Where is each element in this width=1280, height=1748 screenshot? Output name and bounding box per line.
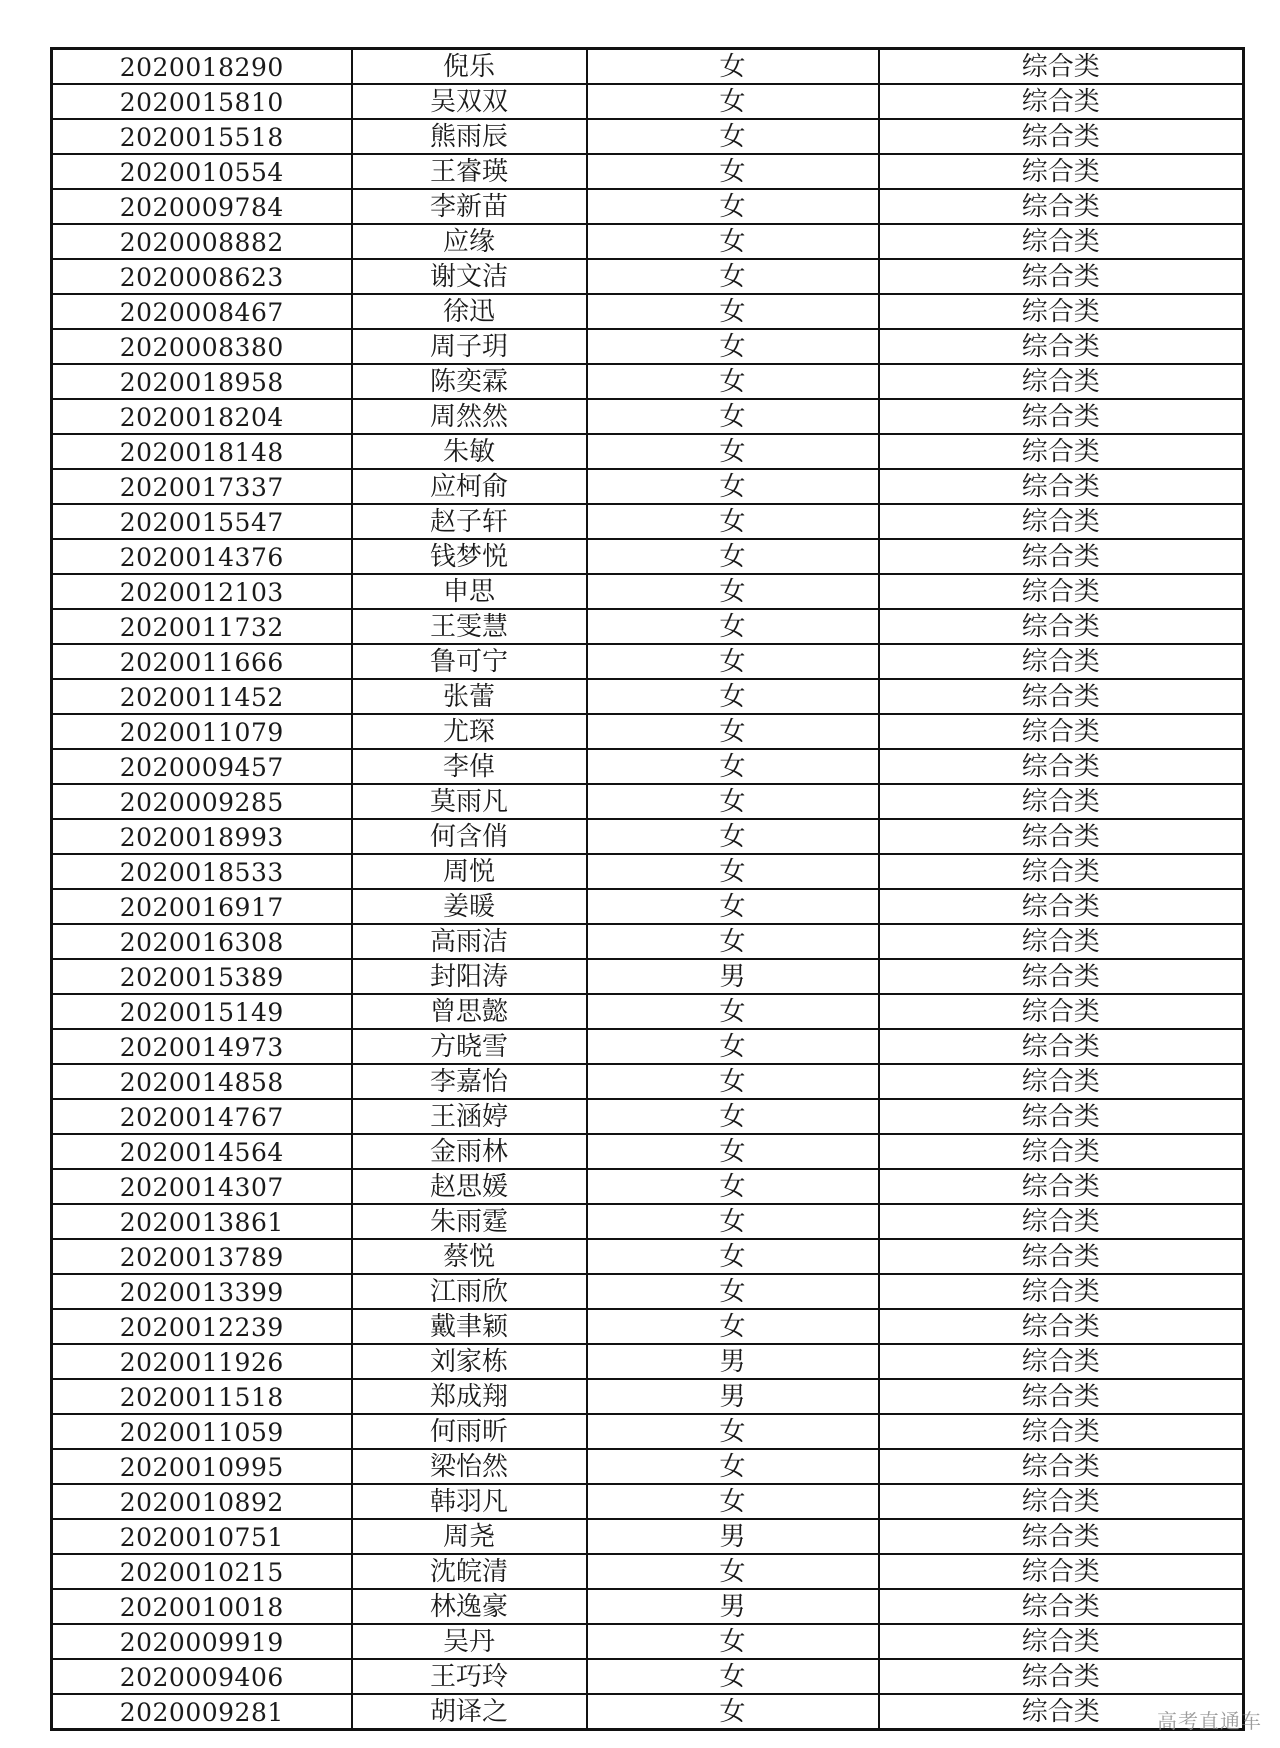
student-id-cell: 2020011518 (52, 1379, 352, 1414)
student-id-cell: 2020008467 (52, 294, 352, 329)
category-cell: 综合类 (879, 1659, 1244, 1694)
gender-cell: 女 (587, 259, 879, 294)
gender-cell: 女 (587, 1239, 879, 1274)
student-name-cell: 戴聿颖 (352, 1309, 587, 1344)
category-cell: 综合类 (879, 1554, 1244, 1589)
table-row (52, 1029, 1244, 1064)
student-name-cell: 王睿瑛 (352, 154, 587, 189)
category-cell: 综合类 (879, 539, 1244, 574)
student-id-cell: 2020014376 (52, 539, 352, 574)
student-name-cell: 金雨林 (352, 1134, 587, 1169)
table-row (52, 679, 1244, 714)
student-id-cell: 2020014767 (52, 1099, 352, 1134)
gender-cell: 女 (587, 854, 879, 889)
roster-table-body (52, 49, 1244, 1730)
student-id-cell: 2020015149 (52, 994, 352, 1029)
gender-cell: 女 (587, 1449, 879, 1484)
gender-cell: 女 (587, 84, 879, 119)
gender-cell: 女 (587, 364, 879, 399)
student-id-cell: 2020015518 (52, 119, 352, 154)
student-name-cell: 何雨昕 (352, 1414, 587, 1449)
gender-cell: 女 (587, 119, 879, 154)
student-id-cell: 2020009281 (52, 1694, 352, 1730)
student-name-cell: 李嘉怡 (352, 1064, 587, 1099)
category-cell: 综合类 (879, 679, 1244, 714)
student-id-cell: 2020011452 (52, 679, 352, 714)
table-row (52, 1519, 1244, 1554)
student-name-cell: 吴双双 (352, 84, 587, 119)
table-row (52, 1309, 1244, 1344)
table-row (52, 1589, 1244, 1624)
gender-cell: 女 (587, 889, 879, 924)
category-cell: 综合类 (879, 399, 1244, 434)
gender-cell: 女 (587, 679, 879, 714)
student-id-cell: 2020018204 (52, 399, 352, 434)
student-id-cell: 2020009457 (52, 749, 352, 784)
category-cell: 综合类 (879, 434, 1244, 469)
student-name-cell: 李倬 (352, 749, 587, 784)
table-row (52, 224, 1244, 259)
category-cell: 综合类 (879, 1064, 1244, 1099)
student-name-cell: 赵思媛 (352, 1169, 587, 1204)
table-row (52, 1274, 1244, 1309)
student-name-cell: 江雨欣 (352, 1274, 587, 1309)
student-name-cell: 郑成翔 (352, 1379, 587, 1414)
student-id-cell: 2020011059 (52, 1414, 352, 1449)
table-row (52, 119, 1244, 154)
student-name-cell: 林逸豪 (352, 1589, 587, 1624)
student-name-cell: 莫雨凡 (352, 784, 587, 819)
table-row (52, 329, 1244, 364)
gender-cell: 女 (587, 469, 879, 504)
category-cell: 综合类 (879, 1379, 1244, 1414)
table-row (52, 574, 1244, 609)
category-cell: 综合类 (879, 1029, 1244, 1064)
student-id-cell: 2020010892 (52, 1484, 352, 1519)
student-id-cell: 2020013789 (52, 1239, 352, 1274)
category-cell: 综合类 (879, 574, 1244, 609)
category-cell: 综合类 (879, 189, 1244, 224)
category-cell: 综合类 (879, 504, 1244, 539)
category-cell: 综合类 (879, 154, 1244, 189)
gender-cell: 女 (587, 994, 879, 1029)
gender-cell: 女 (587, 1134, 879, 1169)
category-cell: 综合类 (879, 84, 1244, 119)
table-row (52, 1344, 1244, 1379)
table-row (52, 1659, 1244, 1694)
gender-cell: 女 (587, 1624, 879, 1659)
table-row (52, 889, 1244, 924)
category-cell: 综合类 (879, 1204, 1244, 1239)
student-id-cell: 2020017337 (52, 469, 352, 504)
student-name-cell: 胡译之 (352, 1694, 587, 1730)
student-name-cell: 韩羽凡 (352, 1484, 587, 1519)
student-name-cell: 赵子轩 (352, 504, 587, 539)
gender-cell: 女 (587, 749, 879, 784)
student-name-cell: 姜暖 (352, 889, 587, 924)
student-name-cell: 张蕾 (352, 679, 587, 714)
gender-cell: 女 (587, 609, 879, 644)
category-cell: 综合类 (879, 1274, 1244, 1309)
gender-cell: 女 (587, 329, 879, 364)
gender-cell: 女 (587, 294, 879, 329)
category-cell: 综合类 (879, 714, 1244, 749)
table-row (52, 1379, 1244, 1414)
student-id-cell: 2020015389 (52, 959, 352, 994)
student-name-cell: 吴丹 (352, 1624, 587, 1659)
student-id-cell: 2020015810 (52, 84, 352, 119)
gender-cell: 女 (587, 1484, 879, 1519)
gender-cell: 女 (587, 1064, 879, 1099)
student-id-cell: 2020018533 (52, 854, 352, 889)
table-row (52, 959, 1244, 994)
student-id-cell: 2020009784 (52, 189, 352, 224)
student-id-cell: 2020011666 (52, 644, 352, 679)
gender-cell: 女 (587, 1099, 879, 1134)
student-id-cell: 2020012103 (52, 574, 352, 609)
table-row (52, 434, 1244, 469)
category-cell: 综合类 (879, 329, 1244, 364)
table-row (52, 994, 1244, 1029)
category-cell: 综合类 (879, 609, 1244, 644)
category-cell: 综合类 (879, 364, 1244, 399)
table-row (52, 1204, 1244, 1239)
gender-cell: 女 (587, 714, 879, 749)
category-cell: 综合类 (879, 854, 1244, 889)
table-row (52, 84, 1244, 119)
category-cell: 综合类 (879, 1624, 1244, 1659)
table-row (52, 1694, 1244, 1730)
table-row (52, 1414, 1244, 1449)
table-row (52, 609, 1244, 644)
gender-cell: 女 (587, 189, 879, 224)
gender-cell: 男 (587, 1589, 879, 1624)
category-cell: 综合类 (879, 1134, 1244, 1169)
table-row (52, 1554, 1244, 1589)
student-name-cell: 李新苗 (352, 189, 587, 224)
gender-cell: 女 (587, 574, 879, 609)
student-name-cell: 熊雨辰 (352, 119, 587, 154)
category-cell: 综合类 (879, 49, 1244, 85)
student-name-cell: 谢文洁 (352, 259, 587, 294)
student-id-cell: 2020010751 (52, 1519, 352, 1554)
student-id-cell: 2020016308 (52, 924, 352, 959)
gender-cell: 女 (587, 1414, 879, 1449)
student-id-cell: 2020014564 (52, 1134, 352, 1169)
table-row (52, 189, 1244, 224)
student-name-cell: 钱梦悦 (352, 539, 587, 574)
student-name-cell: 刘家栋 (352, 1344, 587, 1379)
table-row (52, 1624, 1244, 1659)
student-name-cell: 方晓雪 (352, 1029, 587, 1064)
student-id-cell: 2020013861 (52, 1204, 352, 1239)
gender-cell: 男 (587, 1519, 879, 1554)
student-id-cell: 2020011732 (52, 609, 352, 644)
student-name-cell: 应缘 (352, 224, 587, 259)
student-name-cell: 王雯慧 (352, 609, 587, 644)
table-row (52, 399, 1244, 434)
student-name-cell: 应柯俞 (352, 469, 587, 504)
gender-cell: 女 (587, 1169, 879, 1204)
student-name-cell: 曾思懿 (352, 994, 587, 1029)
table-row (52, 1099, 1244, 1134)
student-name-cell: 王巧玲 (352, 1659, 587, 1694)
category-cell: 综合类 (879, 1694, 1244, 1730)
table-row (52, 539, 1244, 574)
table-row (52, 364, 1244, 399)
gender-cell: 女 (587, 644, 879, 679)
student-name-cell: 鲁可宁 (352, 644, 587, 679)
student-id-cell: 2020011926 (52, 1344, 352, 1379)
category-cell: 综合类 (879, 644, 1244, 679)
student-name-cell: 周子玥 (352, 329, 587, 364)
student-id-cell: 2020009406 (52, 1659, 352, 1694)
gender-cell: 女 (587, 1554, 879, 1589)
student-name-cell: 梁怡然 (352, 1449, 587, 1484)
student-name-cell: 蔡悦 (352, 1239, 587, 1274)
student-name-cell: 高雨洁 (352, 924, 587, 959)
student-id-cell: 2020008380 (52, 329, 352, 364)
student-id-cell: 2020008882 (52, 224, 352, 259)
student-id-cell: 2020015547 (52, 504, 352, 539)
table-row (52, 1449, 1244, 1484)
gender-cell: 女 (587, 1204, 879, 1239)
gender-cell: 女 (587, 49, 879, 85)
category-cell: 综合类 (879, 259, 1244, 294)
gender-cell: 女 (587, 1659, 879, 1694)
category-cell: 综合类 (879, 1414, 1244, 1449)
table-row (52, 259, 1244, 294)
student-name-cell: 周悦 (352, 854, 587, 889)
student-name-cell: 朱雨霆 (352, 1204, 587, 1239)
student-name-cell: 尤琛 (352, 714, 587, 749)
category-cell: 综合类 (879, 1239, 1244, 1274)
table-row (52, 749, 1244, 784)
gender-cell: 男 (587, 1379, 879, 1414)
table-row (52, 1169, 1244, 1204)
watermark: 高考直通车 (1157, 1709, 1262, 1733)
category-cell: 综合类 (879, 959, 1244, 994)
gender-cell: 男 (587, 1344, 879, 1379)
student-id-cell: 2020014307 (52, 1169, 352, 1204)
table-row (52, 1484, 1244, 1519)
student-id-cell: 2020009919 (52, 1624, 352, 1659)
table-row (52, 924, 1244, 959)
table-row (52, 1134, 1244, 1169)
table-row (52, 819, 1244, 854)
student-name-cell: 申思 (352, 574, 587, 609)
table-row (52, 714, 1244, 749)
student-name-cell: 王涵婷 (352, 1099, 587, 1134)
student-name-cell: 倪乐 (352, 49, 587, 85)
table-row (52, 784, 1244, 819)
category-cell: 综合类 (879, 1449, 1244, 1484)
student-id-cell: 2020010018 (52, 1589, 352, 1624)
student-id-cell: 2020014973 (52, 1029, 352, 1064)
category-cell: 综合类 (879, 1169, 1244, 1204)
category-cell: 综合类 (879, 1309, 1244, 1344)
category-cell: 综合类 (879, 1484, 1244, 1519)
student-id-cell: 2020010995 (52, 1449, 352, 1484)
student-id-cell: 2020018148 (52, 434, 352, 469)
student-name-cell: 朱敏 (352, 434, 587, 469)
category-cell: 综合类 (879, 819, 1244, 854)
student-id-cell: 2020012239 (52, 1309, 352, 1344)
roster-sheet (50, 47, 1242, 1731)
category-cell: 综合类 (879, 924, 1244, 959)
student-id-cell: 2020018993 (52, 819, 352, 854)
table-row (52, 1239, 1244, 1274)
table-row (52, 644, 1244, 679)
category-cell: 综合类 (879, 749, 1244, 784)
category-cell: 综合类 (879, 1099, 1244, 1134)
student-id-cell: 2020016917 (52, 889, 352, 924)
student-id-cell: 2020018958 (52, 364, 352, 399)
gender-cell: 女 (587, 539, 879, 574)
table-row (52, 854, 1244, 889)
table-row (52, 469, 1244, 504)
student-id-cell: 2020013399 (52, 1274, 352, 1309)
category-cell: 综合类 (879, 119, 1244, 154)
student-id-cell: 2020011079 (52, 714, 352, 749)
student-id-cell: 2020010554 (52, 154, 352, 189)
student-name-cell: 周尧 (352, 1519, 587, 1554)
student-id-cell: 2020014858 (52, 1064, 352, 1099)
gender-cell: 女 (587, 1694, 879, 1730)
gender-cell: 女 (587, 819, 879, 854)
gender-cell: 女 (587, 504, 879, 539)
gender-cell: 女 (587, 784, 879, 819)
student-id-cell: 2020009285 (52, 784, 352, 819)
table-row (52, 49, 1244, 85)
gender-cell: 女 (587, 1309, 879, 1344)
student-name-cell: 封阳涛 (352, 959, 587, 994)
table-row (52, 154, 1244, 189)
category-cell: 综合类 (879, 1344, 1244, 1379)
student-name-cell: 沈皖清 (352, 1554, 587, 1589)
student-id-cell: 2020010215 (52, 1554, 352, 1589)
student-id-cell: 2020008623 (52, 259, 352, 294)
category-cell: 综合类 (879, 294, 1244, 329)
gender-cell: 女 (587, 924, 879, 959)
table-row (52, 504, 1244, 539)
gender-cell: 女 (587, 154, 879, 189)
table-row (52, 294, 1244, 329)
gender-cell: 女 (587, 1274, 879, 1309)
category-cell: 综合类 (879, 224, 1244, 259)
roster-table (50, 47, 1245, 1731)
student-id-cell: 2020018290 (52, 49, 352, 85)
gender-cell: 女 (587, 224, 879, 259)
category-cell: 综合类 (879, 469, 1244, 504)
category-cell: 综合类 (879, 1589, 1244, 1624)
gender-cell: 女 (587, 434, 879, 469)
student-name-cell: 陈奕霖 (352, 364, 587, 399)
student-name-cell: 周然然 (352, 399, 587, 434)
gender-cell: 男 (587, 959, 879, 994)
category-cell: 综合类 (879, 1519, 1244, 1554)
category-cell: 综合类 (879, 889, 1244, 924)
category-cell: 综合类 (879, 994, 1244, 1029)
gender-cell: 女 (587, 399, 879, 434)
student-name-cell: 何含俏 (352, 819, 587, 854)
gender-cell: 女 (587, 1029, 879, 1064)
table-row (52, 1064, 1244, 1099)
student-name-cell: 徐迅 (352, 294, 587, 329)
category-cell: 综合类 (879, 784, 1244, 819)
